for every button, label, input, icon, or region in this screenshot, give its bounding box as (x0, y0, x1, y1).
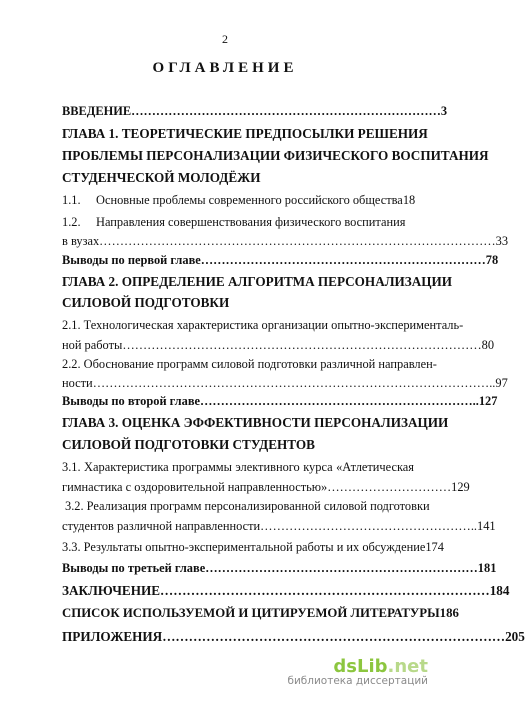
toc-entry-conclusion (62, 583, 510, 599)
toc-page-number: 3 (440, 104, 448, 118)
toc-entry-title: СПИСОК ИСПОЛЬЗУЕМОЙ И ЦИТИРУЕМОЙ ЛИТЕРАТУРЫ (62, 606, 440, 620)
toc-entry-title: Направления совершенствования физического воспитания (96, 215, 406, 229)
toc-entry-3-2-line-1: 3.2. Реализация программ персонализированной силовой подготовки (65, 499, 430, 513)
page-number: 2 (222, 32, 228, 46)
toc-entry-3-3 (62, 540, 444, 555)
chapter-3-heading-line-1: ГЛАВА 3. ОЦЕНКА ЭФФЕКТИВНОСТИ ПЕРСОНАЛИЗАЦИИ (62, 415, 449, 430)
toc-entry-title: Основные проблемы современного российского общества (96, 193, 403, 207)
chapter-1-heading-line-1: ГЛАВА 1. ТЕОРЕТИЧЕСКИЕ ПРЕДПОСЫЛКИ РЕШЕНИЯ (62, 126, 428, 141)
chapter-3-heading-line-2: СИЛОВОЙ ПОДГОТОВКИ СТУДЕНТОВ (62, 437, 315, 452)
toc-leader-dots: …………………………………………………………………………………….. (92, 376, 496, 390)
toc-leader-dots: ………………………………………………………………… (160, 583, 490, 598)
toc-page-number: 97 (495, 376, 508, 390)
toc-entry-1-2-line-1 (62, 215, 414, 230)
toc-leader-dots: …………………………………………….. (260, 519, 478, 533)
toc-entry-title-continued: ной работы (62, 338, 123, 352)
toc-entry-2-1-line-2 (62, 338, 495, 353)
dslib-logo (287, 656, 428, 677)
toc-page-number: 78 (485, 253, 499, 267)
toc-entry-references (62, 606, 459, 621)
toc-leader-dots: ………………………………………………………….. (200, 394, 479, 408)
toc-page-number: 141 (477, 519, 496, 533)
toc-page-number: 80 (481, 338, 495, 352)
toc-page-number: 18 (402, 193, 416, 207)
toc-entry-appendices (62, 629, 525, 645)
toc-entry-title-continued: студентов различной направленности (62, 519, 261, 533)
toc-leader-dots: …………………………………………………………………… (162, 629, 506, 644)
toc-leader-dots: ………………………… (327, 480, 452, 494)
toc-leader-dots: …………………………………………………………………………………… (99, 234, 496, 248)
toc-entry-3-1-line-1: 3.1. Характеристика программы элективного курса «Атлетическая (62, 460, 414, 474)
toc-entry-title: ПРИЛОЖЕНИЯ (62, 629, 163, 644)
toc-entry-2-1-line-1: 2.1. Технологическая характеристика организации опытно-эксперименталь- (62, 318, 464, 332)
toc-entry-title: Выводы по третьей главе (62, 561, 206, 575)
toc-page-number: 33 (495, 234, 509, 248)
page-title: ОГЛАВЛЕНИЕ (152, 60, 298, 76)
toc-entry-title: 3.3. Результаты опытно-экспериментальной работы и их обсуждение (62, 540, 426, 554)
toc-page-number: 129 (451, 480, 470, 494)
toc-entry-title-continued: в вузах (62, 234, 100, 248)
toc-entry-conclusions-ch1 (62, 253, 499, 268)
toc-leader-dots: …………………………………………………………… (200, 253, 486, 267)
toc-entry-title: Выводы по второй главе (62, 394, 201, 408)
toc-entry-1-1 (62, 193, 414, 208)
toc-entry-title-continued: ности (62, 376, 93, 390)
toc-entry-3-1-line-2 (62, 480, 470, 495)
toc-leader-dots: …………………………………………………………………………… (122, 338, 482, 352)
toc-entry-2-2-line-2 (62, 376, 508, 391)
toc-page-number: 184 (489, 583, 510, 598)
toc-leader-dots: ………………………………………………………… (205, 561, 478, 575)
toc-section-number: 1.1. (62, 193, 81, 207)
toc-page-number: 174 (425, 540, 444, 554)
dslib-watermark (287, 656, 428, 687)
toc-leader-dots: ………………………………………………………………… (131, 104, 441, 118)
toc-entry-conclusions-ch3 (62, 561, 497, 576)
toc-entry-title: ВВЕДЕНИЕ (62, 104, 132, 118)
toc-section-number: 1.2. (62, 215, 81, 229)
chapter-2-heading-line-2: СИЛОВОЙ ПОДГОТОВКИ (62, 295, 230, 310)
chapter-1-heading-line-2: ПРОБЛЕМЫ ПЕРСОНАЛИЗАЦИИ ФИЗИЧЕСКОГО ВОСПИТАНИЯ (62, 148, 489, 163)
toc-entry-title: ЗАКЛЮЧЕНИЕ (62, 583, 161, 598)
toc-page-number: 127 (478, 394, 498, 408)
toc-entry-2-2-line-1: 2.2. Обоснование программ силовой подготовки различной направлен- (62, 357, 437, 371)
toc-entry-1-2-line-2 (62, 234, 509, 249)
toc-page-number: 181 (477, 561, 497, 575)
toc-entry-3-2-line-2 (62, 519, 496, 534)
toc-entry-intro (62, 104, 448, 119)
toc-entry-title: Выводы по первой главе (62, 253, 201, 267)
toc-entry-title-continued: гимнастика с оздоровительной направленностью» (62, 480, 328, 494)
dslib-logo-main: dsLib (333, 656, 388, 677)
toc-page-number: 205 (505, 629, 525, 644)
chapter-2-heading-line-1: ГЛАВА 2. ОПРЕДЕЛЕНИЕ АЛГОРИТМА ПЕРСОНАЛИЗАЦИИ (62, 274, 453, 289)
dslib-subtitle: библиотека диссертаций (287, 675, 428, 687)
toc-page-number: 186 (439, 606, 459, 620)
toc-entry-conclusions-ch2 (62, 394, 498, 409)
dslib-logo-tld: .net (387, 656, 428, 677)
chapter-1-heading-line-3: СТУДЕНЧЕСКОЙ МОЛОДЁЖИ (62, 170, 261, 185)
